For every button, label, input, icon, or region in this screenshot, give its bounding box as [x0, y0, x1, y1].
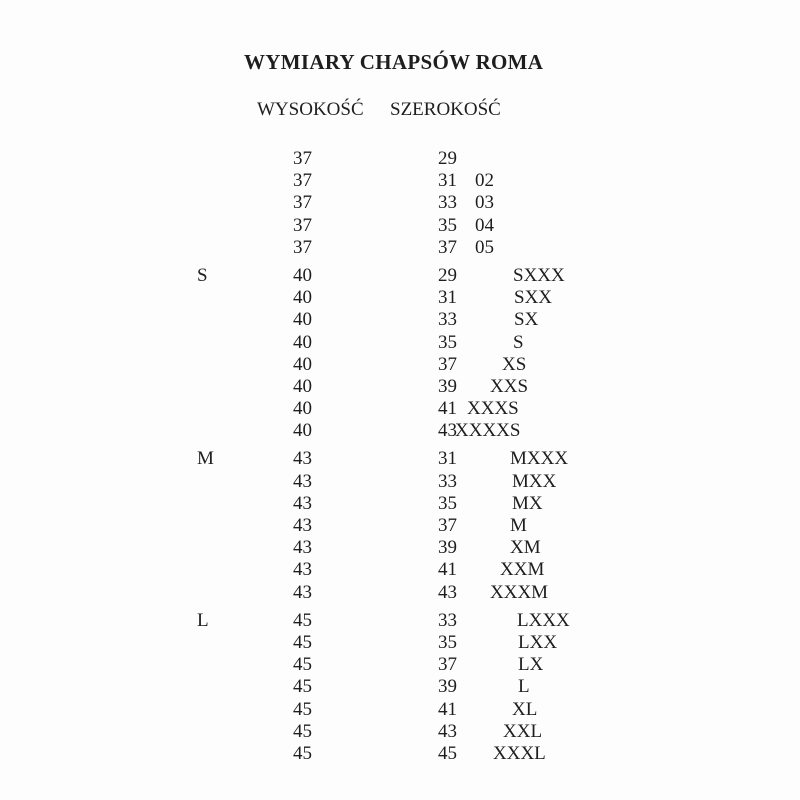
height-value: 45	[293, 609, 312, 631]
table-row	[0, 721, 800, 743]
size-code: S	[513, 331, 524, 353]
table-row	[0, 309, 800, 331]
size-code: XS	[502, 353, 527, 375]
table-row	[0, 237, 800, 259]
height-value: 40	[293, 353, 312, 375]
height-value: 40	[293, 398, 312, 420]
height-value: 43	[293, 448, 312, 470]
height-value: 43	[293, 581, 312, 603]
table-row	[0, 676, 800, 698]
size-table	[0, 148, 800, 765]
height-value: 40	[293, 264, 312, 286]
height-value: 45	[293, 720, 312, 742]
height-value: 45	[293, 654, 312, 676]
width-value: 35	[438, 214, 457, 236]
table-row	[0, 537, 800, 559]
size-group-m	[0, 448, 800, 603]
size-code: L	[518, 676, 530, 698]
height-value: 45	[293, 698, 312, 720]
height-value: 37	[293, 214, 312, 236]
size-code: MXXX	[510, 448, 569, 470]
size-code: XXXL	[493, 742, 546, 764]
table-row	[0, 743, 800, 765]
table-row	[0, 215, 800, 237]
column-header-width: SZEROKOŚĆ	[390, 99, 501, 120]
model-number: 03	[475, 192, 494, 214]
width-value: 35	[438, 631, 457, 653]
height-value: 43	[293, 515, 312, 536]
size-code: MXX	[512, 470, 557, 492]
width-value: 31	[438, 287, 457, 309]
height-value: 40	[293, 375, 312, 397]
size-group-s	[0, 265, 800, 443]
size-group-l	[0, 610, 800, 765]
size-code: M	[510, 515, 527, 536]
table-row	[0, 265, 800, 287]
table-row	[0, 654, 800, 676]
width-value: 39	[438, 676, 457, 698]
width-value: 39	[438, 537, 457, 559]
table-row	[0, 170, 800, 192]
group-letter: L	[197, 609, 209, 631]
width-value: 33	[438, 309, 457, 331]
size-code: XXXM	[490, 581, 549, 603]
page-title: WYMIARY CHAPSÓW ROMA	[244, 50, 544, 74]
width-value: 31	[438, 170, 457, 192]
model-number: 05	[475, 236, 494, 258]
size-code: XL	[512, 698, 538, 720]
table-row	[0, 559, 800, 581]
height-value: 40	[293, 309, 312, 331]
height-value: 43	[293, 537, 312, 559]
size-code: XXXXS	[455, 420, 521, 442]
size-code: LX	[518, 654, 544, 676]
table-row	[0, 448, 800, 470]
width-value: 29	[438, 148, 457, 169]
size-group-numeric	[0, 148, 800, 259]
size-code: LXXX	[517, 609, 570, 631]
height-value: 37	[293, 148, 312, 169]
width-value: 35	[438, 492, 457, 514]
group-letter: S	[197, 264, 208, 286]
group-letter: M	[197, 448, 214, 470]
width-value: 31	[438, 448, 457, 470]
width-value: 33	[438, 470, 457, 492]
model-number: 02	[475, 170, 494, 192]
height-value: 37	[293, 192, 312, 214]
size-code: XXL	[503, 720, 543, 742]
model-number: 04	[475, 214, 494, 236]
width-value: 35	[438, 331, 457, 353]
table-row	[0, 354, 800, 376]
column-header-height: WYSOKOŚĆ	[257, 99, 364, 120]
table-row	[0, 610, 800, 632]
table-row	[0, 471, 800, 493]
table-row	[0, 632, 800, 654]
size-code: XM	[510, 537, 541, 559]
height-value: 45	[293, 676, 312, 698]
size-code: XXS	[490, 375, 529, 397]
width-value: 43	[438, 720, 457, 742]
size-code: MX	[512, 492, 543, 514]
width-value: 37	[438, 515, 457, 536]
size-code: SXX	[514, 287, 553, 309]
height-value: 43	[293, 492, 312, 514]
table-row	[0, 192, 800, 214]
width-value: 29	[438, 264, 457, 286]
height-value: 37	[293, 170, 312, 192]
width-value: 41	[438, 698, 457, 720]
width-value: 37	[438, 353, 457, 375]
table-row	[0, 148, 800, 170]
width-value: 43	[438, 420, 457, 442]
width-value: 39	[438, 375, 457, 397]
table-row	[0, 699, 800, 721]
width-value: 41	[438, 398, 457, 420]
width-value: 33	[438, 192, 457, 214]
size-code: XXXS	[467, 398, 519, 420]
size-code: SXXX	[513, 264, 565, 286]
width-value: 33	[438, 609, 457, 631]
height-value: 40	[293, 331, 312, 353]
width-value: 45	[438, 742, 457, 764]
width-value: 37	[438, 236, 457, 258]
table-row	[0, 582, 800, 604]
height-value: 37	[293, 236, 312, 258]
size-code: XXM	[500, 559, 545, 581]
table-row	[0, 398, 800, 420]
table-row	[0, 515, 800, 537]
height-value: 40	[293, 287, 312, 309]
height-value: 40	[293, 420, 312, 442]
width-value: 37	[438, 654, 457, 676]
width-value: 43	[438, 581, 457, 603]
height-value: 45	[293, 742, 312, 764]
size-code: SX	[514, 309, 539, 331]
table-row	[0, 332, 800, 354]
size-code: LXX	[518, 631, 558, 653]
height-value: 43	[293, 470, 312, 492]
table-row	[0, 420, 800, 442]
table-row	[0, 287, 800, 309]
table-row	[0, 376, 800, 398]
width-value: 41	[438, 559, 457, 581]
height-value: 45	[293, 631, 312, 653]
height-value: 43	[293, 559, 312, 581]
table-row	[0, 493, 800, 515]
